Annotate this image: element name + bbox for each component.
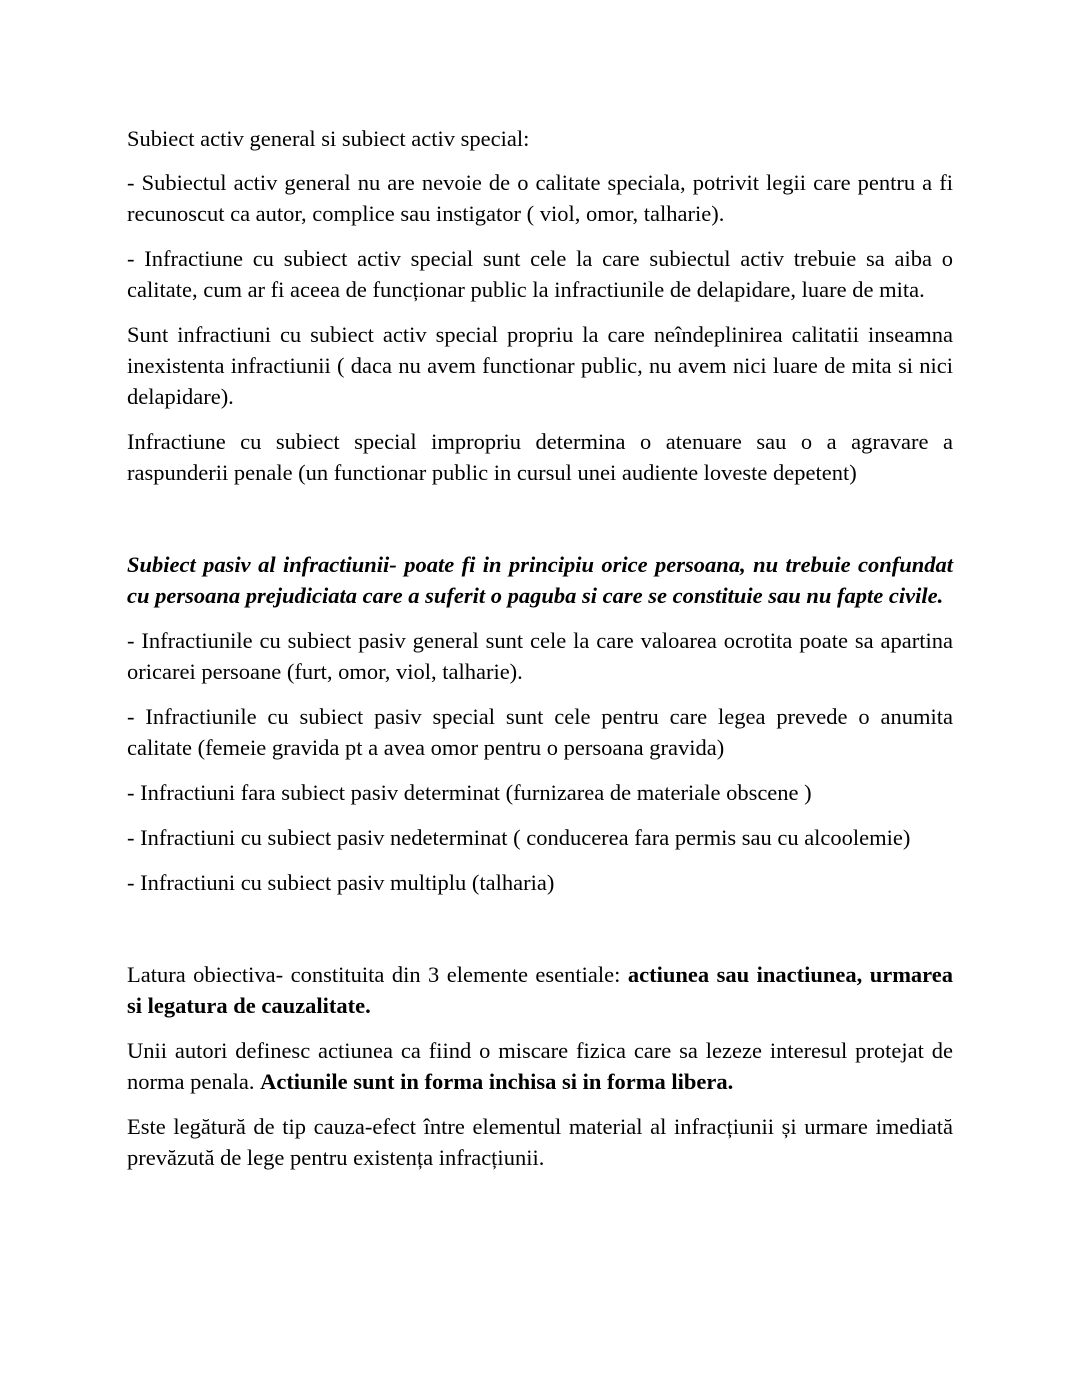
paragraph-subiect-pasiv-general: - Infractiunile cu subiect pasiv general sunt cele la care valoarea ocrotita poate sa apartina oricarei persoane (furt, omor, viol, talharie). — [127, 628, 953, 684]
paragraph-actiunea — [127, 1035, 953, 1097]
actiunea-text: Unii autori definesc actiunea ca fiind o miscare fizica care sa lezeze interesul protejat de norma penala. — [127, 1038, 953, 1094]
latura-obiectiva-text: Latura obiectiva- constituita din 3 elemente esentiale: — [127, 962, 628, 987]
paragraph-subiect-pasiv-nedeterminat: - Infractiuni cu subiect pasiv nedeterminat ( conducerea fara permis sau cu alcoolemie) — [127, 825, 911, 850]
section-heading-subiect-activ: Subiect activ general si subiect activ special: — [127, 126, 530, 151]
paragraph-subiect-special-impropriu: Infractiune cu subiect special impropriu determina o atenuare sau o a agravare a raspunderii penale (un functionar public in cursul unei audiente loveste depetent) — [127, 429, 953, 485]
latura-obiectiva-bold: actiunea sau inactiunea, urmarea si legatura de cauzalitate. — [127, 962, 953, 1018]
section-heading-subiect-pasiv: Subiect pasiv al infractiunii- poate fi in principiu orice persoana, nu trebuie confundat cu persoana prejudiciata care a suferit o paguba si care se constituie sau nu fapte civile. — [127, 552, 953, 608]
section-spacer — [127, 502, 953, 549]
document-page — [127, 123, 953, 1187]
paragraph-subiect-activ-special: - Infractiune cu subiect activ special sunt cele la care subiectul activ trebuie sa aiba o calitate, cum ar fi aceea de funcționar public la infractiunile de delapidare, luare de mita. — [127, 246, 953, 302]
section-spacer — [127, 912, 953, 959]
paragraph-subiect-activ-special-propriu: Sunt infractiuni cu subiect activ special propriu la care neîndeplinirea calitatii inseamna inexistenta infractiunii ( daca nu avem functionar public, nu avem nici luare de mita si nici delapidare). — [127, 322, 953, 409]
paragraph-latura-obiectiva — [127, 959, 953, 1021]
actiunea-bold: Actiunile sunt in forma inchisa si in forma libera. — [260, 1069, 734, 1094]
paragraph-legatura-cauzalitate: Este legătură de tip cauza-efect între elementul material al infracțiunii și urmare imediată prevăzută de lege pentru existența infracțiunii. — [127, 1114, 953, 1170]
paragraph-subiect-activ-general: - Subiectul activ general nu are nevoie de o calitate speciala, potrivit legii care pentru a fi recunoscut ca autor, complice sau instigator ( viol, omor, talharie). — [127, 170, 953, 226]
paragraph-fara-subiect-pasiv: - Infractiuni fara subiect pasiv determinat (furnizarea de materiale obscene ) — [127, 780, 812, 805]
paragraph-subiect-pasiv-multiplu: - Infractiuni cu subiect pasiv multiplu (talharia) — [127, 870, 555, 895]
paragraph-subiect-pasiv-special: - Infractiunile cu subiect pasiv special sunt cele pentru care legea prevede o anumita calitate (femeie gravida pt a avea omor pentru o persoana gravida) — [127, 704, 953, 760]
